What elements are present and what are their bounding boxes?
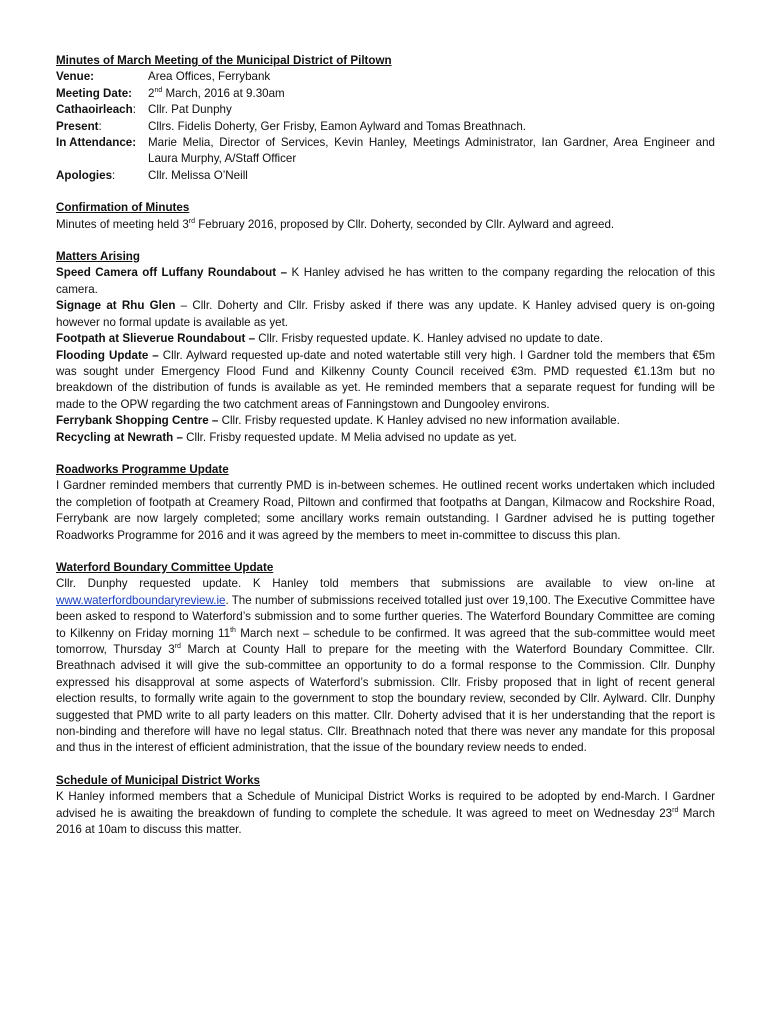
matter-item: Signage at Rhu Glen – Cllr. Doherty and Cllr. Frisby asked if there was any update. K Hanley advised query is on-going however no formal update is available as yet. <box>56 299 715 329</box>
boundary-text: Cllr. Dunphy requested update. K Hanley told members that submissions are available to view on-line at www.waterfordboundaryreview.ie. The number of submissions received totalled just over 19,100. The Executive Committee have been asked to respond to Waterford’s submission and to some further queries. The Waterford Boundary Committee are coming to Kilkenny on Friday morning 11th March next – schedule to be confirmed. It was agreed that the sub-committee would meet tomorrow, Thursday 3rd March at County Hall to prepare for the meeting with the Waterford Boundary Committee. Cllr. Breathnach advised it will give the sub-committee an opportunity to do a formal response to the Commission. Cllr. Dunphy expressed his disapproval at some aspects of Waterford’s submission. Cllr. Frisby proposed that in light of recent general election results, to formally write again to the government to stop the boundary review, seconded by Cllr. Aylward. Cllr. Dunphy suggested that PMD write to all party leaders on this matter. Cllr. Doherty advised that it is her understanding that the report is non-binding and therefore will have no legal status. Cllr. Breathnach noted that there was never any mandate for this proposal and thus in the interest of efficient administration, that the issue of the boundary review needs to ended. <box>56 577 716 755</box>
matter-item: Ferrybank Shopping Centre – Cllr. Frisby requested update. K Hanley advised no new information available. <box>56 414 620 428</box>
matter-item: Speed Camera off Luffany Roundabout – K Hanley advised he has written to the company regarding the relocation of this camera. <box>56 266 715 296</box>
matter-item: Footpath at Slieverue Roundabout – Cllr. Frisby requested update. K. Hanley advised no update to date. <box>56 332 604 346</box>
matter-item: Recycling at Newrath – Cllr. Frisby requested update. M Melia advised no update as yet. <box>56 430 517 444</box>
venue-value: Area Offices, Ferrybank <box>148 70 271 84</box>
meeting-date-label: Meeting Date: <box>56 86 133 100</box>
cathaoirleach-value: Cllr. Pat Dunphy <box>148 103 232 117</box>
roadworks-text: I Gardner reminded members that currently PMD is in-between schemes. He outlined recent works undertaken which included the completion of footpath at Creamery Road, Piltown and confirmed that footpaths at Dangan, Kilmacow and Rockshire Road, Ferrybank are now largely completed; some ancillary works remain outstanding. I Gardner advised he is putting together Roadworks Programme for 2016 and it was agreed by the members to meet in-committee to discuss this plan. <box>56 479 715 542</box>
schedule-heading: Schedule of Municipal District Works <box>56 773 261 787</box>
apologies-label: Apologies: <box>56 168 116 182</box>
boundary-heading: Waterford Boundary Committee Update <box>56 560 274 574</box>
apologies-value: Cllr. Melissa O’Neill <box>148 168 248 182</box>
document-title: Minutes of March Meeting of the Municipal District of Piltown <box>56 54 392 67</box>
attendance-value: Marie Melia, Director of Services, Kevin Hanley, Meetings Administrator, Ian Gardner, Area Engineer and Laura Murphy, A/Staff Officer <box>148 136 715 166</box>
confirmation-text: Minutes of meeting held 3rd February 2016, proposed by Cllr. Doherty, seconded by Cllr. Aylward and agreed. <box>56 217 615 231</box>
roadworks-heading: Roadworks Programme Update <box>56 462 229 476</box>
matter-item: Flooding Update – Cllr. Aylward requested up-date and noted watertable still very high. I Gardner told the members that €5m was sought under Emergency Flood Fund and Kilkenny County Council received €3m. PMD requested €1.13m but no breakdown of the distribution of funds is available as yet. He reminded members that a separate request for funding will be made to the OPW regarding the two catchment areas of Fanningstown and Dungooley environs. <box>56 348 715 411</box>
matters-heading: Matters Arising <box>56 250 140 264</box>
present-value: Cllrs. Fidelis Doherty, Ger Frisby, Eamon Aylward and Tomas Breathnach. <box>148 119 527 133</box>
meeting-date-value: 2nd March, 2016 at 9.30am <box>148 86 285 100</box>
boundary-review-link[interactable]: www.waterfordboundaryreview.ie <box>56 593 226 607</box>
cathaoirleach-label: Cathaoirleach: <box>56 103 136 117</box>
present-label: Present: <box>56 119 102 133</box>
meeting-details <box>56 69 715 184</box>
minutes-document <box>56 53 715 838</box>
attendance-label: In Attendance: <box>56 136 137 150</box>
confirmation-heading: Confirmation of Minutes <box>56 201 190 215</box>
venue-label: Venue: <box>56 70 95 84</box>
schedule-text: K Hanley informed members that a Schedule of Municipal District Works is required to be adopted by end-March. I Gardner advised he is awaiting the breakdown of funding to complete the schedule. It was agreed to meet on Wednesday 23rd March 2016 at 10am to discuss this matter. <box>56 790 715 837</box>
